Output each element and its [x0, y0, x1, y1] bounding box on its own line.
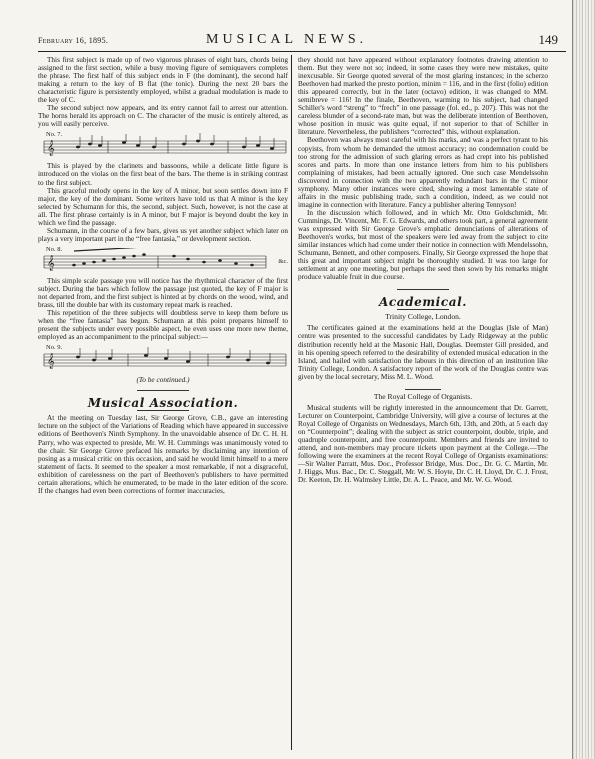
- to-be-continued: (To be continued.): [136, 375, 190, 385]
- music-staff-8: [38, 245, 270, 274]
- example-label: No. 9.: [46, 344, 63, 352]
- paragraph: This first subject is made up of two vigorous phrases of eight bars, chords being assigned to the first section, while a busy moving figure of semiquavers completes the phrase. The first half of this subject ends in F (the dominant), the second half making a return to the key of B flat (the tonic). During the next 20 bars the characteristic figure is persistently employed, whilst a gradual modulation is made to the key of C.: [38, 56, 288, 105]
- etc-mark: &c.: [278, 257, 288, 265]
- book-binding-edge: [572, 0, 595, 759]
- paragraph: The certificates gained at the examinations held at the Douglas (Isle of Man) centre was presented to the successful candidates by Lady Ridgeway at the public distribution recently held at the Masonic Hall, Douglas. Deemster Gill presided, and in his opening speech referred to the desirability of extended musical education in the Island, and hailed with satisfaction the labours in this direction of an institution like Trinity College, London. A satisfactory report of the work of the Douglas centre was given by the local secretary, Miss M. L. Wood.: [298, 324, 548, 381]
- section-heading-academical: Academical.: [378, 295, 468, 310]
- column-divider: [291, 55, 292, 750]
- page-number: 149: [538, 32, 558, 47]
- paragraph: In the discussion which followed, and in which Mr. Otto Goldschmidt, Mr. Cummings, Dr. Vincent, Mr. F. G. Edwards, and others took part, a general agreement was expressed with Sir George Grove's emphatic denunciations of alterations of Beethoven's works, but most of the speakers were led away from the subject to cite similar instances which had come under their notice in connection with Mendelssohn, Schumann, Bennett, and other composers. Finally, Sir George expressed the hope that this great and important subject might be thoroughly studied. It was too large for settlement at any one meeting, but perhaps the seed then sown by his remarks might produce valuable fruit in due course.: [298, 208, 548, 282]
- section-rule: [137, 410, 189, 411]
- section-rule: [397, 309, 449, 310]
- paragraph: This graceful melody opens in the key of A minor, but soon settles down into F major, the key of the dominant. Some writers have told us that A minor is the key selected by Schumann for this, the second, subject. Such, however, is not the case at all. The first phrase certainly is in A minor, but F major is beyond doubt the key in which we find the passage.: [38, 186, 288, 227]
- paragraph: they should not have appeared without explanatory footnotes drawing attention to them. But they were not so; indeed, in some cases they were new mistakes, quite inexcusable. Sir George quoted several of the most glaring instances; in the scherzo Beethoven had marked the presto portion, minim = 116, and in the first (folio) edition this appeared correctly, but in the later (octavo) edition, it was changed to MM. semibreve = 116! In the finale, Beethoven, warming to his subject, had changed Schiller's word “streng” to “frech” in one passage (fol. ed., p. 207). This was not the careless blunder of a second-rate man, but was the deliberate intention of Beethoven, whose position in music was quite equal, if not superior to that of Schiller in literature. Nevertheless, the publishers “corrected” this, without explanation.: [298, 56, 548, 137]
- section-heading-musical-association: Musical Association.: [87, 396, 239, 411]
- right-column: [298, 56, 548, 484]
- paragraph: This is played by the clarinets and bassoons, while a delicate little figure is introduced on the violas on the first beat of the bars. The theme is in striking contrast to the first subject.: [38, 162, 288, 187]
- page-header: [38, 32, 566, 52]
- paragraph: This simple scale passage you will notice has the rhythmical character of the first subject. During the bars which follow the passage just quoted, the key of F major is not departed from, and the first subject is hinted at by chords on the wood, wind, and brass, till the double bar with its customary repeat mark is reached.: [38, 276, 288, 310]
- issue-date: February 16, 1895.: [38, 36, 109, 45]
- paragraph: The second subject now appears, and its entry cannot fail to arrest our attention. The horns herald its approach on C. The character of the music is entirely altered, as you will easily perceive.: [38, 104, 288, 129]
- section-rule: [137, 390, 189, 391]
- svg-text:𝄞: 𝄞: [47, 254, 55, 270]
- section-rule: [405, 389, 441, 390]
- music-staff-9: [38, 346, 288, 372]
- subheading-royal-college-of-organists: The Royal College of Organists.: [373, 391, 473, 401]
- paragraph: At the meeting on Tuesday last, Sir George Grove, C.B., gave an interesting lecture on the subject of the Variations of Reading which have appeared in successive editions of Beethoven's Ninth Symphony. In the unavoidable absence of Dr. C. H. H. Parry, who was expected to preside, Mr. W. H. Cummings was unanimously voted to the chair. Sir George Grove prefaced his remarks by disclaiming any intention of posing as a musical critic on this occasion, and said he would limit himself to a mere statement of facts. It seemed to the speaker a most remarkable, if not a disgraceful, exhibition of carelessness on the part of Beethoven's publishers to have permitted certain alterations, which he enumerated, to be made in the later edition of the score. If the changes had even been corrections of former inaccuracies,: [38, 414, 288, 495]
- music-example-9: [38, 344, 288, 372]
- paragraph: Musical students will be rightly interested in the announcement that Dr. Garrett, Lecturer on Counterpoint, Cambridge University, will give a course of lectures at the Royal College of Organists on Wednesdays, March 6th, 13th, and 20th, at 5 each day on “Counterpoint”; dealing with the subject as strict counterpoint, double, triple, and quadruple counterpoint, and free counterpoint. Members and friends are invited to attend, and non-members may procure tickets upon payment at the College.—The following were the examiners at the recent Royal College of Organists examinations:—Sir Walter Parratt, Mus. Doc., Professor Bridge, Mus. Doc., Dr. G. C. Martin, Mr. J. Higgs, Mus. Bac., Dr. C. Steggall, Mr. W. S. Hoyte, Dr. C. H. Lloyd, Dr. C. J. Frost, Dr. Keeton, Dr. H. Walmsley Little, Dr. A. L. Peace, and Mr. W. G. Wood.: [298, 403, 548, 485]
- music-example-7: [38, 131, 288, 159]
- publication-title: MUSICAL NEWS.: [206, 32, 368, 47]
- example-label: No. 8.: [46, 245, 63, 253]
- paragraph: Beethoven was always most careful with his marks, and was a perfect tyrant to his copyists, from whom he demanded the utmost accuracy; no condemnation could be too strong for the admission of such glaring errors as had crept into his published scores and parts. In more than one instance letters from him to his publishers complaining of mistakes, had been actually ignored. One such case Mendelssohn discovered in connection with the two apparently redundant bars in the C minor symphony. Many other instances were cited, showing a most lamentable state of affairs in the music publishing trade, such a condition, indeed, as we could not imagine in connection with literature. Fancy a publisher altering Tennyson!: [298, 136, 548, 209]
- music-staff-7: [38, 133, 288, 159]
- svg-text:𝄞: 𝄞: [47, 140, 55, 156]
- svg-text:𝄞: 𝄞: [47, 353, 55, 369]
- paragraph: This repetition of the three subjects will doubtless serve to keep them before us when the “free fantasia” has begun. Schumann at this point prepares himself to present the subjects under every possible aspect, he even uses one more new theme, employed as an accompaniment to the principal subject:—: [38, 309, 288, 342]
- left-column: [38, 56, 288, 495]
- example-label: No. 7.: [46, 131, 63, 139]
- music-example-8: [38, 246, 288, 274]
- subheading-trinity-college: Trinity College, London.: [385, 312, 461, 322]
- header-rule: [38, 51, 566, 52]
- section-rule: [397, 289, 449, 290]
- paragraph: Schumann, in the course of a few bars, gives us yet another subject which later on plays a very important part in the “free fantasia,” or development section.: [38, 226, 288, 243]
